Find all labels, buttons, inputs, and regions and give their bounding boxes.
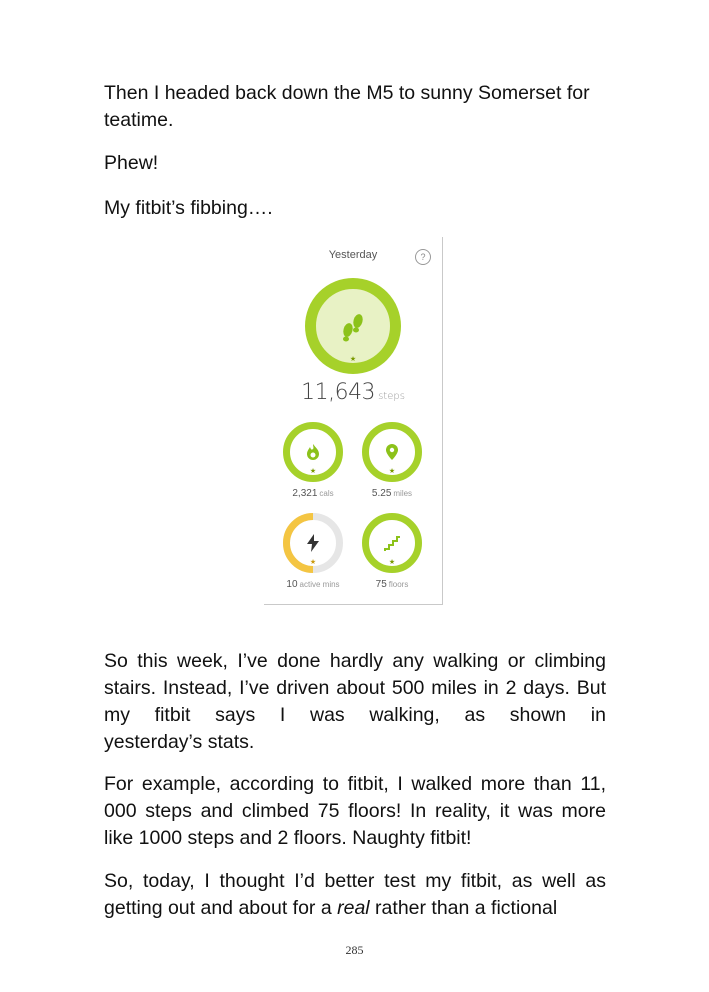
floors-value: 75 xyxy=(375,579,387,590)
today-emphasis: real xyxy=(337,897,370,919)
today-text-end: rather than a fictional xyxy=(369,897,558,919)
miles-goal-star: ★ xyxy=(388,468,396,475)
active-goal-star: ★ xyxy=(309,559,317,566)
today-text-start: So, today, I thought I’d better test my fitbit, as well as getting out and about for a xyxy=(104,870,606,919)
steps-unit: steps xyxy=(378,391,405,402)
paragraph-return-trip: Then I headed back down the M5 to sunny Somerset for teatime. xyxy=(104,82,590,131)
floors-ring xyxy=(362,513,422,573)
cals-value: 2,321 xyxy=(292,488,318,499)
location-pin-icon xyxy=(384,443,400,461)
floors-unit: floors xyxy=(388,580,409,589)
floors-stat xyxy=(352,579,432,590)
fitbit-title: Yesterday xyxy=(328,249,378,261)
paragraph-phew: Phew! xyxy=(104,152,159,174)
paragraph-this-week xyxy=(104,648,606,756)
steps-stat xyxy=(264,380,442,405)
paragraph-fibbing: My fitbit’s fibbing…. xyxy=(104,197,273,219)
steps-goal-star: ★ xyxy=(349,356,357,363)
fitbit-screenshot xyxy=(264,237,443,605)
paragraph-today xyxy=(104,868,606,922)
footprints-icon xyxy=(335,308,371,344)
active-stat xyxy=(273,579,353,590)
miles-unit: miles xyxy=(393,489,413,498)
active-unit: active mins xyxy=(299,580,340,589)
active-ring xyxy=(283,513,343,573)
this-week-line-4: yesterday’s stats. xyxy=(104,731,255,753)
flame-icon xyxy=(304,443,322,461)
steps-ring xyxy=(305,278,401,374)
floors-goal-star: ★ xyxy=(388,559,396,566)
miles-stat xyxy=(352,488,432,499)
this-week-line-1: So this week, I’ve done hardly any walking or climbing xyxy=(104,650,606,672)
cals-ring xyxy=(283,422,343,482)
stairs-icon xyxy=(383,534,401,552)
this-week-line-3: my fitbit says I was walking, as shown in xyxy=(104,704,606,726)
active-value: 10 xyxy=(286,579,298,590)
lightning-icon xyxy=(306,534,320,552)
miles-value: 5.25 xyxy=(371,488,392,499)
paragraph-example: For example, according to fitbit, I walked more than 11, 000 steps and climbed 75 floors! In reality, it was more like 1000 steps and 2 floors. Naughty fitbit! xyxy=(104,773,606,849)
cals-unit: cals xyxy=(319,489,334,498)
cals-goal-star: ★ xyxy=(309,468,317,475)
page-number: 285 xyxy=(345,943,364,957)
cals-stat xyxy=(273,488,353,499)
this-week-line-2: stairs. Instead, I’ve driven about 500 miles in 2 days. But xyxy=(104,677,606,699)
help-icon: ? xyxy=(415,249,431,265)
steps-value: 11,643 xyxy=(301,380,376,405)
miles-ring xyxy=(362,422,422,482)
